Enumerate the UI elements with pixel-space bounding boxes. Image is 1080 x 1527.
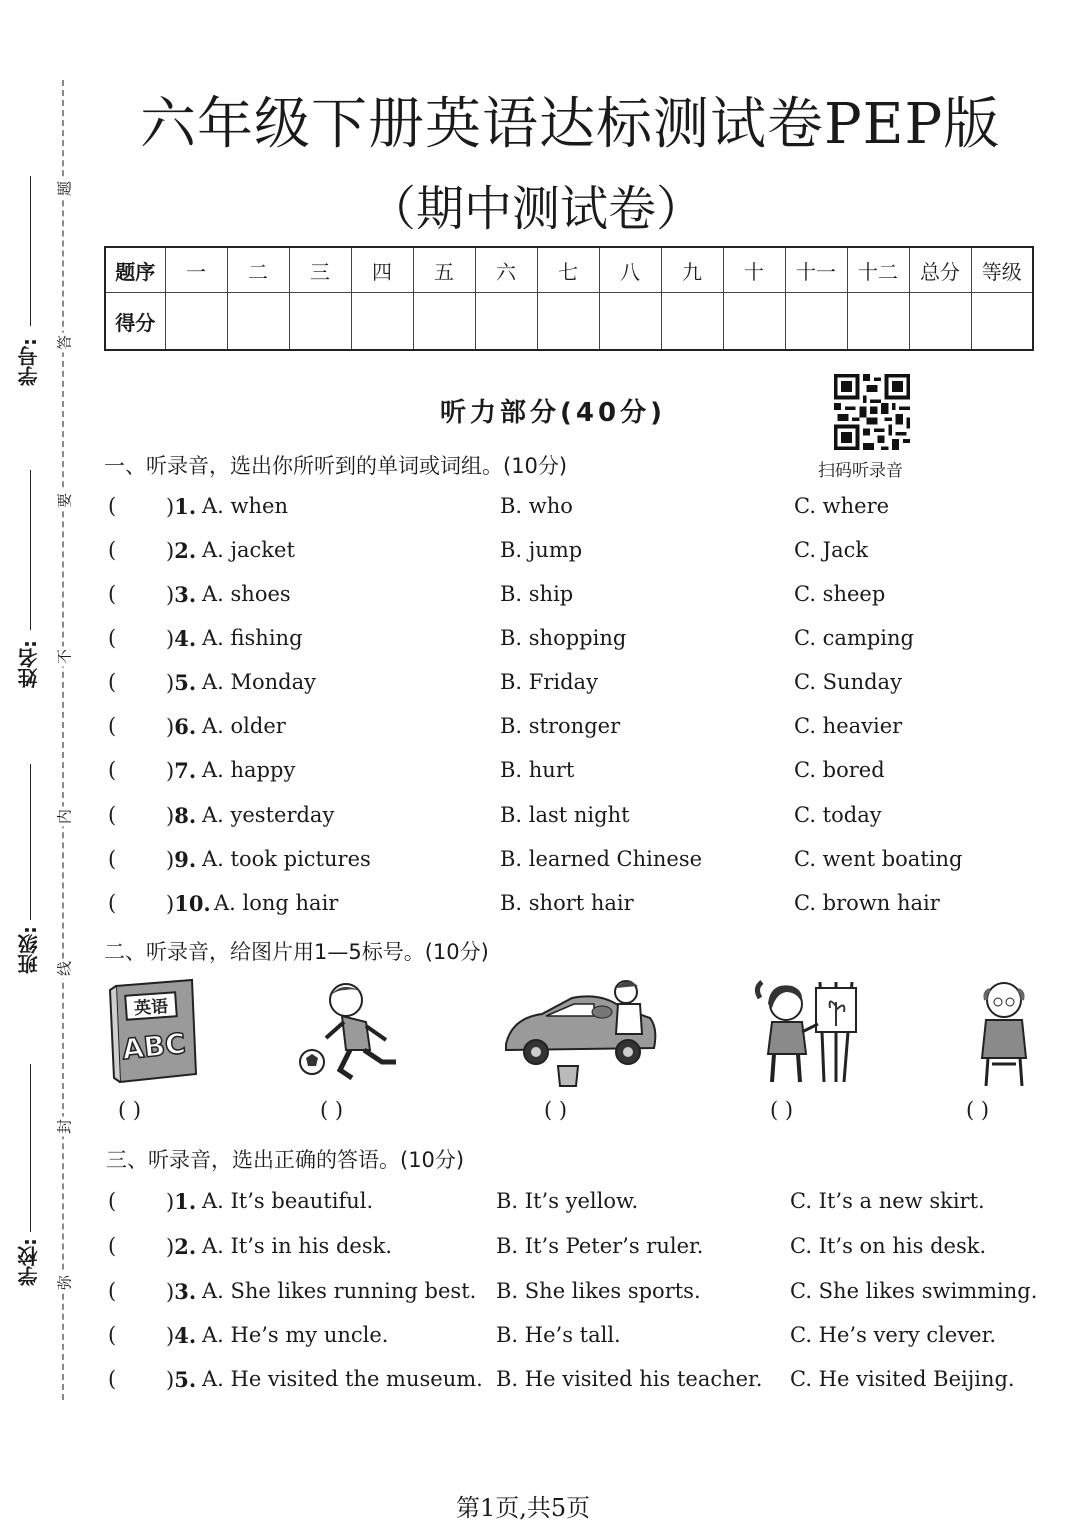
seal-char: 封: [54, 1117, 75, 1137]
score-cell[interactable]: [785, 293, 847, 351]
boy-playing-football-picture: [296, 978, 412, 1086]
answer-blank[interactable]: (: [108, 582, 117, 606]
score-cell[interactable]: [165, 293, 227, 351]
table-header-cell: 二: [227, 247, 289, 293]
option-a: A. happy: [202, 758, 296, 782]
option-c: C. Sunday: [794, 670, 902, 694]
option-a: A. older: [202, 714, 286, 738]
score-cell[interactable]: [537, 293, 599, 351]
answer-blank-close: )5.: [166, 670, 197, 695]
answer-blank[interactable]: (: [108, 1323, 117, 1347]
table-header-cell: 五: [413, 247, 475, 293]
question-row: [104, 626, 1054, 656]
english-book-picture: [106, 978, 202, 1086]
option-c: C. went boating: [794, 847, 963, 871]
option-b: B. It’s yellow.: [496, 1189, 639, 1213]
table-row-label: 题序: [105, 247, 165, 293]
option-b: B. It’s Peter’s ruler.: [496, 1234, 704, 1258]
table-header-cell: 九: [661, 247, 723, 293]
answer-blank[interactable]: (: [108, 670, 117, 694]
score-cell[interactable]: [599, 293, 661, 351]
boy-washing-car-picture: [502, 978, 662, 1090]
page-subtitle: （期中测试卷）: [368, 181, 705, 237]
answer-blank-close: )5.: [166, 1367, 197, 1392]
option-b: B. shopping: [500, 626, 627, 650]
score-cell[interactable]: [227, 293, 289, 351]
name-line: [30, 470, 31, 630]
qr-code-icon[interactable]: [834, 374, 910, 450]
option-b: B. He’s tall.: [496, 1323, 621, 1347]
option-c: C. He’s very clever.: [790, 1323, 997, 1347]
question-number: 4.: [174, 626, 197, 651]
question-number: 5.: [174, 1367, 197, 1392]
option-b: B. last night: [500, 803, 630, 827]
option-c: C. She likes swimming.: [790, 1279, 1038, 1303]
answer-blank-close: )10.: [166, 891, 211, 916]
option-b: B. ship: [500, 582, 574, 606]
question-row: [104, 758, 1054, 788]
option-c: C. bored: [794, 758, 885, 782]
option-a: A. jacket: [202, 538, 295, 562]
class-line: [30, 764, 31, 920]
picture-answer-blank[interactable]: ( ): [770, 1098, 794, 1122]
student-id-label: 学号:: [17, 338, 41, 386]
table-header-cell: 一: [165, 247, 227, 293]
table-header-cell: 等级: [971, 247, 1033, 293]
question-row: [104, 714, 1054, 744]
option-c: C. where: [794, 494, 890, 518]
option-b: B. short hair: [500, 891, 634, 915]
section3-title: 三、听录音，选出正确的答语。(10分): [106, 1148, 465, 1172]
question-row: [104, 582, 1054, 612]
qr-caption: 扫码听录音: [818, 461, 903, 481]
answer-blank-close: )4.: [166, 626, 197, 651]
question-number: 7.: [174, 758, 197, 783]
question-row: [104, 494, 1054, 524]
option-c: C. It’s on his desk.: [790, 1234, 987, 1258]
old-man-picture: [972, 978, 1036, 1090]
picture-answer-blank[interactable]: ( ): [544, 1098, 568, 1122]
answer-blank[interactable]: (: [108, 714, 117, 738]
answer-blank[interactable]: (: [108, 494, 117, 518]
listening-part-title: 听力部分(40分): [440, 398, 666, 428]
question-number: 10.: [174, 891, 211, 916]
page-title: 六年级下册英语达标测试卷PEP版: [140, 92, 1001, 157]
answer-blank-close: )8.: [166, 803, 197, 828]
option-c: C. It’s a new skirt.: [790, 1189, 985, 1213]
book-cover-text: 英语: [133, 996, 169, 1020]
score-cell[interactable]: [661, 293, 723, 351]
answer-blank[interactable]: (: [108, 538, 117, 562]
option-c: C. Jack: [794, 538, 869, 562]
option-b: B. who: [500, 494, 573, 518]
option-a: A. yesterday: [202, 803, 335, 827]
option-a: A. Monday: [202, 670, 317, 694]
option-a: A. She likes running best.: [202, 1279, 477, 1303]
answer-blank[interactable]: (: [108, 1234, 117, 1258]
answer-blank[interactable]: (: [108, 803, 117, 827]
answer-blank[interactable]: (: [108, 1279, 117, 1303]
book-abc-text: ABC: [120, 1026, 188, 1067]
question-number: 3.: [174, 1279, 197, 1304]
answer-blank-close: )2.: [166, 538, 197, 563]
answer-blank-close: )1.: [166, 494, 197, 519]
section2-title: 二、听录音，给图片用1—5标号。(10分): [104, 940, 489, 964]
table-header-cell: 总分: [909, 247, 971, 293]
option-b: B. jump: [500, 538, 583, 562]
question-number: 1.: [174, 1189, 197, 1214]
question-number: 8.: [174, 803, 197, 828]
question-row: [104, 1189, 1054, 1219]
question-number: 1.: [174, 494, 197, 519]
option-a: A. took pictures: [202, 847, 371, 871]
girl-painting-picture: [752, 978, 864, 1090]
option-a: A. when: [202, 494, 288, 518]
answer-blank-close: )2.: [166, 1234, 197, 1259]
question-row: [104, 670, 1054, 700]
option-a: A. He’s my uncle.: [202, 1323, 389, 1347]
answer-blank[interactable]: (: [108, 626, 117, 650]
picture-answer-blank[interactable]: ( ): [966, 1098, 990, 1122]
answer-blank[interactable]: (: [108, 758, 117, 782]
question-number: 9.: [174, 847, 197, 872]
answer-blank[interactable]: (: [108, 1189, 117, 1213]
option-b: B. He visited his teacher.: [496, 1367, 763, 1391]
score-cell[interactable]: [413, 293, 475, 351]
table-row-label: 得分: [105, 293, 165, 351]
option-a: A. long hair: [214, 891, 339, 915]
option-b: B. She likes sports.: [496, 1279, 701, 1303]
question-row: [104, 538, 1054, 568]
option-c: C. brown hair: [794, 891, 940, 915]
answer-blank[interactable]: (: [108, 1367, 117, 1391]
score-cell[interactable]: [475, 293, 537, 351]
score-table-score-row: [105, 293, 1033, 351]
score-cell[interactable]: [909, 293, 971, 351]
question-number: 2.: [174, 1234, 197, 1259]
score-cell[interactable]: [847, 293, 909, 351]
score-cell[interactable]: [723, 293, 785, 351]
question-row: [104, 847, 1054, 877]
seal-char: 题: [54, 179, 75, 199]
score-cell[interactable]: [289, 293, 351, 351]
question-number: 5.: [174, 670, 197, 695]
question-row: [104, 891, 1054, 921]
option-c: C. heavier: [794, 714, 903, 738]
table-header-cell: 十二: [847, 247, 909, 293]
question-row: [104, 1367, 1054, 1397]
score-cell[interactable]: [971, 293, 1033, 351]
option-a: A. He visited the museum.: [202, 1367, 483, 1391]
class-label: 班级:: [17, 926, 41, 974]
option-a: A. It’s beautiful.: [202, 1189, 374, 1213]
option-c: C. today: [794, 803, 882, 827]
school-label: 学校:: [17, 1238, 41, 1286]
seal-char: 弥: [54, 1273, 75, 1293]
table-header-cell: 四: [351, 247, 413, 293]
seal-char: 内: [54, 807, 75, 827]
name-label: 姓名:: [17, 640, 41, 688]
page-number: 第1页,共5页: [456, 1494, 591, 1522]
table-header-cell: 十: [723, 247, 785, 293]
question-row: [104, 1279, 1054, 1309]
option-b: B. stronger: [500, 714, 621, 738]
option-a: A. shoes: [202, 582, 291, 606]
binding-dashed-line: [62, 80, 64, 1400]
section1-title: 一、听录音，选出你所听到的单词或词组。(10分): [104, 454, 568, 478]
option-b: B. learned Chinese: [500, 847, 703, 871]
question-row: [104, 803, 1054, 833]
answer-blank-close: )6.: [166, 714, 197, 739]
question-number: 4.: [174, 1323, 197, 1348]
seal-char: 答: [54, 333, 75, 353]
question-number: 3.: [174, 582, 197, 607]
score-table-header-row: [105, 247, 1033, 293]
table-header-cell: 七: [537, 247, 599, 293]
answer-blank-close: )1.: [166, 1189, 197, 1214]
answer-blank-close: )3.: [166, 1279, 197, 1304]
table-header-cell: 三: [289, 247, 351, 293]
answer-blank[interactable]: (: [108, 891, 117, 915]
score-table: [104, 246, 1034, 351]
answer-blank-close: )7.: [166, 758, 197, 783]
seal-char: 线: [54, 959, 75, 979]
question-number: 6.: [174, 714, 197, 739]
picture-answer-blank[interactable]: ( ): [118, 1098, 142, 1122]
option-a: A. It’s in his desk.: [202, 1234, 393, 1258]
question-number: 2.: [174, 538, 197, 563]
seal-char: 不: [54, 647, 75, 667]
question-row: [104, 1323, 1054, 1353]
answer-blank[interactable]: (: [108, 847, 117, 871]
table-header-cell: 六: [475, 247, 537, 293]
school-line: [30, 1064, 31, 1232]
table-header-cell: 十一: [785, 247, 847, 293]
option-c: C. camping: [794, 626, 914, 650]
answer-blank-close: )4.: [166, 1323, 197, 1348]
option-b: B. hurt: [500, 758, 575, 782]
seal-char: 要: [54, 491, 75, 511]
option-a: A. fishing: [202, 626, 303, 650]
question-row: [104, 1234, 1054, 1264]
option-b: B. Friday: [500, 670, 598, 694]
student-id-line: [30, 176, 31, 326]
answer-blank-close: )9.: [166, 847, 197, 872]
option-c: C. sheep: [794, 582, 886, 606]
table-header-cell: 八: [599, 247, 661, 293]
picture-answer-blank[interactable]: ( ): [320, 1098, 344, 1122]
score-cell[interactable]: [351, 293, 413, 351]
option-c: C. He visited Beijing.: [790, 1367, 1015, 1391]
answer-blank-close: )3.: [166, 582, 197, 607]
